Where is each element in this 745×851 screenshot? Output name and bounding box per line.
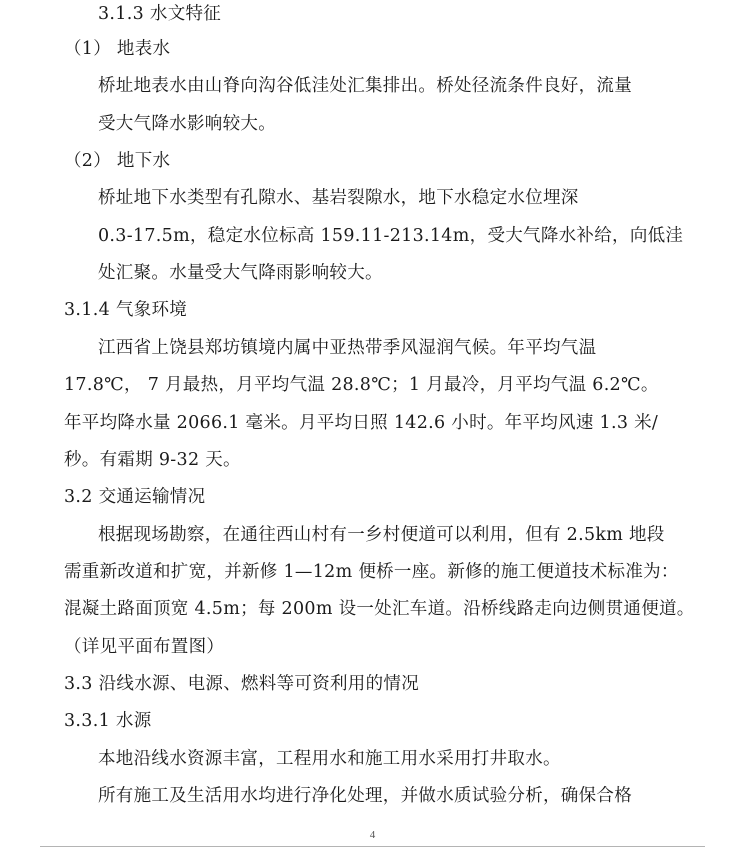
subheading-surface-water: （1） 地表水 bbox=[64, 39, 171, 59]
paragraph-line: 本地沿线水资源丰富，工程用水和施工用水采用打井取水。 bbox=[98, 749, 561, 769]
heading-3-1-3: 3.1.3 水文特征 bbox=[98, 4, 222, 24]
heading-3-1-4: 3.1.4 气象环境 bbox=[64, 300, 188, 320]
paragraph-line: 0.3-17.5m，稳定水位标高 159.11-213.14m，受大气降水补给，向低洼 bbox=[98, 226, 684, 246]
paragraph-line: 江西省上饶县郑坊镇境内属中亚热带季风湿润气候。年平均气温 bbox=[98, 338, 597, 358]
paragraph-line: （详见平面布置图） bbox=[64, 637, 225, 657]
heading-3-2: 3.2 交通运输情况 bbox=[64, 487, 206, 507]
paragraph-line: 根据现场勘察，在通往西山村有一乡村便道可以利用，但有 2.5km 地段 bbox=[98, 525, 665, 545]
subheading-groundwater: （2） 地下水 bbox=[64, 151, 171, 171]
paragraph-line: 受大气降水影响较大。 bbox=[98, 114, 276, 134]
paragraph-line: 17.8℃， 7 月最热，月平均气温 28.8℃；1 月最冷，月平均气温 6.2℃。 bbox=[64, 375, 659, 395]
footer-rule bbox=[40, 846, 705, 847]
heading-3-3-1: 3.3.1 水源 bbox=[64, 711, 152, 731]
paragraph-line: 需重新改道和扩宽，并新修 1—12m 便桥一座。新修的施工便道技术标准为： bbox=[64, 562, 679, 582]
heading-3-3: 3.3 沿线水源、电源、燃料等可资利用的情况 bbox=[64, 674, 419, 694]
paragraph-line: 年平均降水量 2066.1 毫米。月平均日照 142.6 小时。年平均风速 1.3 米/ bbox=[64, 413, 659, 433]
paragraph-line: 秒。有霜期 9-32 天。 bbox=[64, 450, 241, 470]
paragraph-line: 所有施工及生活用水均进行净化处理，并做水质试验分析，确保合格 bbox=[98, 786, 632, 806]
paragraph-line: 混凝土路面顶宽 4.5m；每 200m 设一处汇车道。沿桥线路走向边侧贯通便道。 bbox=[64, 599, 695, 619]
paragraph-line: 桥址地下水类型有孔隙水、基岩裂隙水，地下水稳定水位埋深 bbox=[98, 188, 579, 208]
paragraph-line: 处汇聚。水量受大气降雨影响较大。 bbox=[98, 263, 383, 283]
paragraph-line: 桥址地表水由山脊向沟谷低洼处汇集排出。桥处径流条件良好，流量 bbox=[98, 76, 632, 96]
page-number: 4 bbox=[369, 829, 376, 841]
